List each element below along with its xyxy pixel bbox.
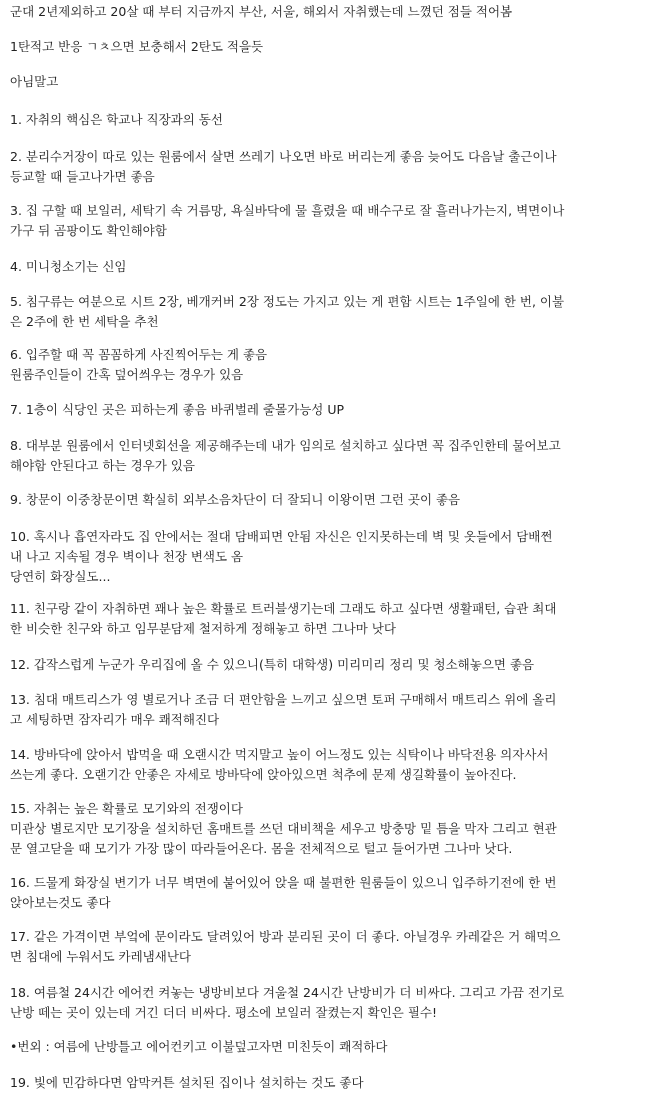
- paragraph: [10, 292, 564, 332]
- paragraph: [10, 983, 564, 1023]
- text-line: 15. 자취는 높은 확률로 모기와의 전쟁이다: [10, 801, 243, 816]
- text-line: 19. 빛에 민감하다면 암막커튼 설치된 집이나 설치하는 것도 좋다: [10, 1075, 364, 1090]
- text-line: 아님말고: [10, 74, 59, 89]
- text-line: 미관상 별로지만 모기장을 설치하던 홈매트를 쓰던 대비책을 세우고 방충망 밑 틈을 막자 그리고 현관: [10, 821, 557, 836]
- text-line: •번외 : 여름에 난방틀고 에어컨키고 이불덮고자면 미친듯이 쾌적하다: [10, 1039, 388, 1054]
- paragraph: [10, 490, 460, 510]
- text-line: 군대 2년제외하고 20살 때 부터 지금까지 부산, 서울, 해외서 자취했는데 느꼈던 점들 적어봄: [10, 4, 513, 19]
- text-line: 면 침대에 누워서도 카레냄새난다: [10, 949, 191, 964]
- text-line: 등교할 때 들고나가면 좋음: [10, 169, 155, 184]
- text-line: 2. 분리수거장이 따로 있는 원룸에서 살면 쓰레기 나오면 바로 버리는게 좋음 늦어도 다음날 출근이나: [10, 149, 557, 164]
- text-line: 해야함 안된다고 하는 경우가 있음: [10, 458, 195, 473]
- paragraph: [10, 799, 557, 859]
- paragraph: [10, 37, 263, 57]
- paragraph: [10, 400, 344, 420]
- text-line: 고 세팅하면 잠자리가 매우 쾌적해진다: [10, 712, 220, 727]
- text-line: 10. 혹시나 흡연자라도 집 안에서는 절대 담배피면 안됨 자신은 인지못하는데 벽 및 옷들에서 담배쩐: [10, 529, 553, 544]
- text-line: 18. 여름철 24시간 에어컨 켜놓는 냉방비보다 겨울철 24시간 난방비가 더 비싸다. 그리고 가끔 전기로: [10, 985, 565, 1000]
- text-line: 5. 침구류는 여분으로 시트 2장, 베개커버 2장 정도는 가지고 있는 게 편함 시트는 1주일에 한 번, 이불: [10, 294, 565, 309]
- text-line: 난방 떼는 곳이 있는데 거긴 더더 비싸다. 평소에 보일러 잘켰는지 확인은 필수!: [10, 1005, 438, 1020]
- paragraph: [10, 927, 560, 967]
- paragraph: [10, 72, 58, 92]
- paragraph: [10, 745, 549, 785]
- text-line: 9. 창문이 이중창문이면 확실히 외부소음차단이 더 잘되니 이왕이면 그런 곳이 좋음: [10, 492, 461, 507]
- paragraph: [10, 690, 556, 730]
- paragraph: [10, 110, 223, 130]
- text-line: 한 비슷한 친구와 하고 임무분담제 철저하게 정해놓고 하면 그나마 낫다: [10, 621, 396, 636]
- text-line: 6. 입주할 때 꼭 꼼꼼하게 사진찍어두는 게 좋음: [10, 347, 268, 362]
- text-line: 13. 침대 매트리스가 영 별로거나 조금 더 편안함을 느끼고 싶으면 토퍼 구매해서 매트리스 위에 올리: [10, 692, 557, 707]
- text-line: 1. 자취의 핵심은 학교나 직장과의 동선: [10, 112, 223, 127]
- paragraph: [10, 345, 267, 385]
- text-line: 4. 미니청소기는 신임: [10, 259, 127, 274]
- text-line: 8. 대부분 원룸에서 인터넷회선을 제공해주는데 내가 임의로 설치하고 싶다면 꼭 집주인한테 물어보고: [10, 438, 561, 453]
- text-line: 16. 드물게 화장실 변기가 너무 벽면에 붙어있어 앉을 때 불편한 원룸들이 있으니 입주하기전에 한 번: [10, 875, 557, 890]
- paragraph: [10, 1073, 364, 1093]
- paragraph: [10, 2, 512, 22]
- paragraph: [10, 257, 126, 277]
- paragraph: [10, 147, 557, 187]
- text-line: 문 열고닫을 때 모기가 가장 많이 따라들어온다. 몸을 전체적으로 털고 들어가면 그나마 낫다.: [10, 841, 513, 856]
- paragraph: [10, 655, 534, 675]
- text-line: 쓰는게 좋다. 오랜기간 안좋은 자세로 방바닥에 앉아있으면 척추에 문제 생길확률이 높아진다.: [10, 767, 517, 782]
- paragraph: [10, 201, 564, 241]
- text-line: 당연히 화장실도...: [10, 569, 111, 584]
- paragraph: [10, 1037, 388, 1057]
- paragraph: [10, 436, 561, 476]
- text-line: 7. 1층이 식당인 곳은 피하는게 좋음 바퀴벌레 줄몰가능성 UP: [10, 402, 345, 417]
- text-line: 17. 같은 가격이면 부엌에 문이라도 달려있어 방과 분리된 곳이 더 좋다. 아닐경우 카레같은 거 해먹으: [10, 929, 561, 944]
- text-line: 내 나고 지속될 경우 벽이나 천장 변색도 옴: [10, 549, 244, 564]
- text-line: 12. 갑작스럽게 누군가 우리집에 올 수 있으니(특히 대학생) 미리미리 정리 및 청소해놓으면 좋음: [10, 657, 535, 672]
- text-line: 14. 방바닥에 앉아서 밥먹을 때 오랜시간 먹지말고 높이 어느정도 있는 식탁이나 바닥전용 의자사서: [10, 747, 549, 762]
- text-line: 은 2주에 한 번 세탁을 추천: [10, 314, 159, 329]
- paragraph: [10, 873, 556, 913]
- text-line: 3. 집 구할 때 보일러, 세탁기 속 거름망, 욕실바닥에 물 흘렸을 때 배수구로 잘 흘러나가는지, 벽면이나: [10, 203, 565, 218]
- paragraph: [10, 527, 552, 587]
- text-line: 1탄적고 반응 ㄱㅊ으면 보충해서 2탄도 적을듯: [10, 39, 264, 54]
- text-line: 앉아보는것도 좋다: [10, 895, 111, 910]
- text-line: 원룸주인들이 간혹 덮어씌우는 경우가 있음: [10, 367, 244, 382]
- paragraph: [10, 599, 556, 639]
- text-line: 가구 뒤 곰팡이도 확인해야함: [10, 223, 167, 238]
- text-line: 11. 친구랑 같이 자취하면 꽤나 높은 확률로 트러블생기는데 그래도 하고 싶다면 생활패턴, 습관 최대: [10, 601, 557, 616]
